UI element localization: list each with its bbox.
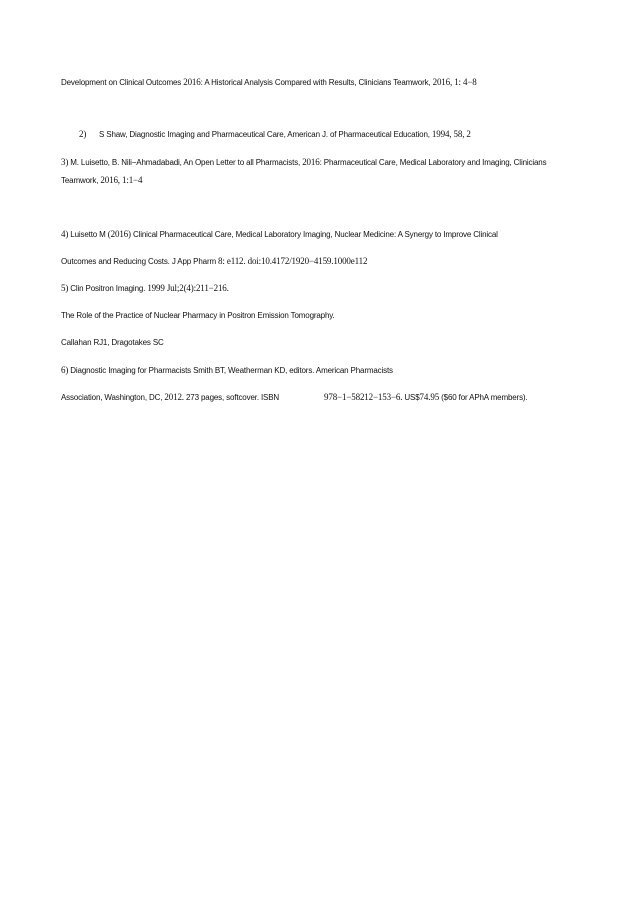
reference-1-tail: 2016, 1: 4−8: [432, 77, 477, 87]
reference-5-number: 5): [61, 283, 69, 293]
reference-6-price-a: US$: [402, 393, 420, 402]
reference-1-year: 2016: [183, 77, 201, 87]
reference-6-isbn: 978−1−58212−153−6.: [324, 392, 403, 402]
reference-4-text-a: Luisetto M: [68, 230, 108, 239]
reference-4-number: 4): [61, 229, 69, 239]
reference-5-text: Clin Positron Imaging.: [68, 284, 148, 293]
reference-2-tail: 1994, 58, 2: [431, 129, 471, 139]
reference-2-text: S Shaw, Diagnostic Imaging and Pharmaceutical Care, American J. of Pharmaceutical Education,: [99, 130, 432, 139]
reference-1-text-a: Development on Clinical Outcomes: [61, 78, 184, 87]
reference-6-line-2-text-a: Association, Washington, DC,: [61, 393, 165, 402]
reference-4-text-b: Clinical Pharmaceutical Care, Medical Laboratory Imaging, Nuclear Medicine: A Synergy to Improve Clinical: [130, 230, 498, 239]
reference-5-title-text: The Role of the Practice of Nuclear Pharmacy in Positron Emission Tomography.: [61, 311, 335, 320]
reference-5-tail: 1999 Jul;2(4):211−216.: [147, 283, 229, 293]
reference-6-line-2-text-b: 273 pages, softcover. ISBN: [183, 393, 280, 402]
reference-4-line-2-text: Outcomes and Reducing Costs. J App Pharm: [61, 257, 219, 266]
reference-3-number: 3): [61, 157, 69, 167]
reference-4-year: (2016): [107, 229, 131, 239]
reference-6-line-2: [61, 392, 279, 403]
reference-1-text-b: : A Historical Analysis Compared with Results, Clinicians Teamwork,: [200, 78, 433, 87]
reference-1-line: [61, 77, 477, 88]
reference-2-line: [79, 129, 471, 140]
reference-6-number: 6): [61, 365, 69, 375]
reference-4-doi: 8: e112. doi:10.4172/1920−4159.1000e112: [218, 256, 368, 266]
reference-6-line-1: [61, 365, 393, 376]
reference-4-line-2: [61, 256, 367, 267]
reference-6-text: Diagnostic Imaging for Pharmacists Smith BT, Weatherman KD, editors. American Pharmacists: [68, 366, 393, 375]
reference-3-year: 2016: [302, 157, 320, 167]
reference-3-text-b: : Pharmaceutical Care, Medical Laboratory and Imaging, Clinicians: [319, 158, 547, 167]
reference-3-line-2: [61, 175, 142, 186]
reference-3-text-a: M. Luisetto, B. Nili−Ahmadabadi, An Open Letter to all Pharmacists,: [68, 158, 303, 167]
reference-5-authors-text: Callahan RJ1, Dragotakes SC: [61, 338, 164, 347]
reference-6-price: 74.95: [419, 392, 440, 402]
reference-5-line: [61, 283, 229, 294]
reference-4-line-1: [61, 229, 498, 240]
reference-5-authors: [61, 338, 164, 348]
reference-3-tail: 2016, 1:1−4: [100, 175, 143, 185]
reference-6-price-b: ($60 for APhA members).: [439, 393, 528, 402]
reference-3-line-1: [61, 157, 546, 168]
reference-6-isbn-line: [324, 392, 528, 403]
reference-2-number: 2): [79, 129, 87, 139]
reference-3-line-2-text: Teamwork,: [61, 176, 101, 185]
reference-6-year: 2012.: [164, 392, 184, 402]
reference-5-title: [61, 311, 335, 321]
